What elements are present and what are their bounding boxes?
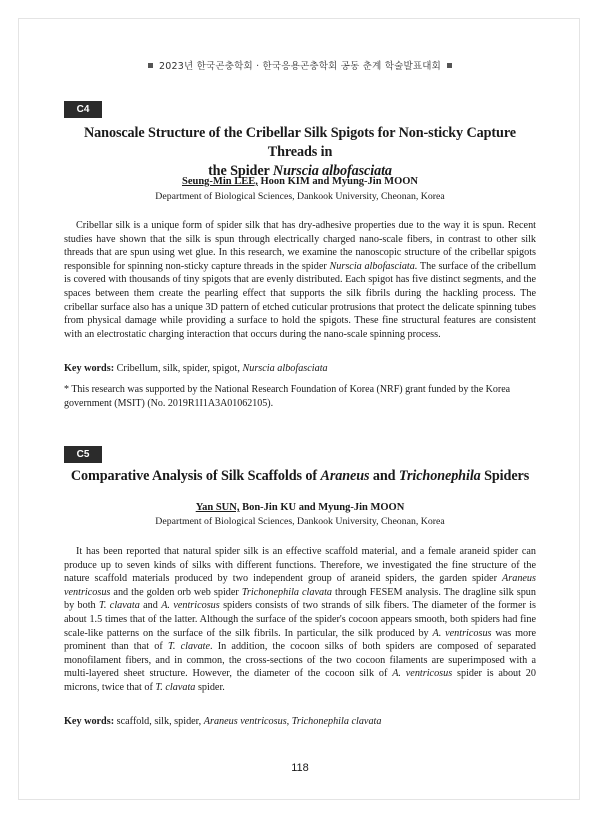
presenting-author: Seung-Min LEE,	[181, 176, 258, 187]
paper-title-c4: Nanoscale Structure of the Cribellar Silk Spigots for Non-sticky Capture Threads in the Spider Nurscia albofasciata	[84, 125, 516, 179]
conference-header: 2023년 한국곤충학회 · 한국응용곤충학회 공동 춘계 학술발표대회	[0, 58, 600, 72]
affiliation-c4: Department of Biological Sciences, Dankook University, Cheonan, Korea	[155, 191, 445, 202]
square-bullet-icon	[447, 63, 452, 68]
section-badge-c5: C5	[64, 446, 102, 463]
keywords-c5: Key words: scaffold, silk, spider, Araneus ventricosus, Trichonephila clavata	[64, 716, 382, 727]
affiliation-c5: Department of Biological Sciences, Dankook University, Cheonan, Korea	[155, 516, 445, 527]
abstract-c5: It has been reported that natural spider silk is an effective scaffold material, and a female araneid spider can produce up to seven kinds of silks with different functions. Therefore, we investigated the fine structure of the nature scaffold materials produced by two independent group of araneid spiders, the garden spider Araneus ventricosus and the golden orb web spider Trichonephila clavata through FESEM analysis. The dragline silk spun by both T. clavata and A. ventricosus spiders consists of two strands of silk fibers. The diameter of the former is about 1.5 times that of the latter. Although the surface of the spider's cocoon appears smooth, both spiders had fine scale-like patterns on the surface of the silk fibrils. In particular, the silk produced by A. ventricosus was more prominent than that of T. clavate. In addition, the cocoon silks of both spiders are composed of separated monofilament fibers, and in common, the cross-sections of the two cocoon filaments are superimposed with a multi-layered sheet structure. However, the diameter of the cocoon silk of A. ventricosus spider is about 20 microns, twice that of T. clavata spider.	[64, 546, 537, 693]
square-bullet-icon	[148, 63, 153, 68]
funding-footnote: * This research was supported by the National Research Foundation of Korea (NRF) grant funded by the Korea government (MSIT) (No. 2019R1I1A3A01062105).	[64, 384, 511, 409]
section-badge-c4: C4	[64, 101, 102, 118]
page-number: 118	[291, 762, 309, 774]
authors-c4: Seung-Min LEE, Hoon KIM and Myung-Jin MOON	[181, 176, 418, 187]
keywords-c4: Key words: Cribellum, silk, spider, spigot, Nurscia albofasciata	[64, 363, 328, 374]
authors-c5: Yan SUN, Bon-Jin KU and Myung-Jin MOON	[195, 502, 405, 513]
presenting-author: Yan SUN,	[195, 502, 240, 513]
abstract-c4: Cribellar silk is a unique form of spider silk that has dry-adhesive properties due to the way it is spun. Recent studies have shown that the silk is spun through electrically charged nano-scale fibers, in contrast to other silk threads that are spun using wet glue. In this research, we examine the nanoscopic structure of the cribellar spigots responsible for spinning non-sticky capture threads in the spider Nurscia albofasciata. The surface of the cribellum is covered with thousands of tiny spigots that are evenly distributed. Each spigot has five distinct segments, and the spaces between them create the pearling effect that supports the silk fibrils during the hackling process. The cribellar surface also has a unique 3D pattern of etched cuticular protrusions that protect the delicate spinning tubes from physical damage while providing a surface to hold the spigots. These fine structural features are consistent with an electrostatic charging interaction that occurs during the nano-scale spinning process.	[64, 220, 536, 340]
paper-title-c5: Comparative Analysis of Silk Scaffolds of Araneus and Trichonephila Spiders	[70, 468, 530, 484]
